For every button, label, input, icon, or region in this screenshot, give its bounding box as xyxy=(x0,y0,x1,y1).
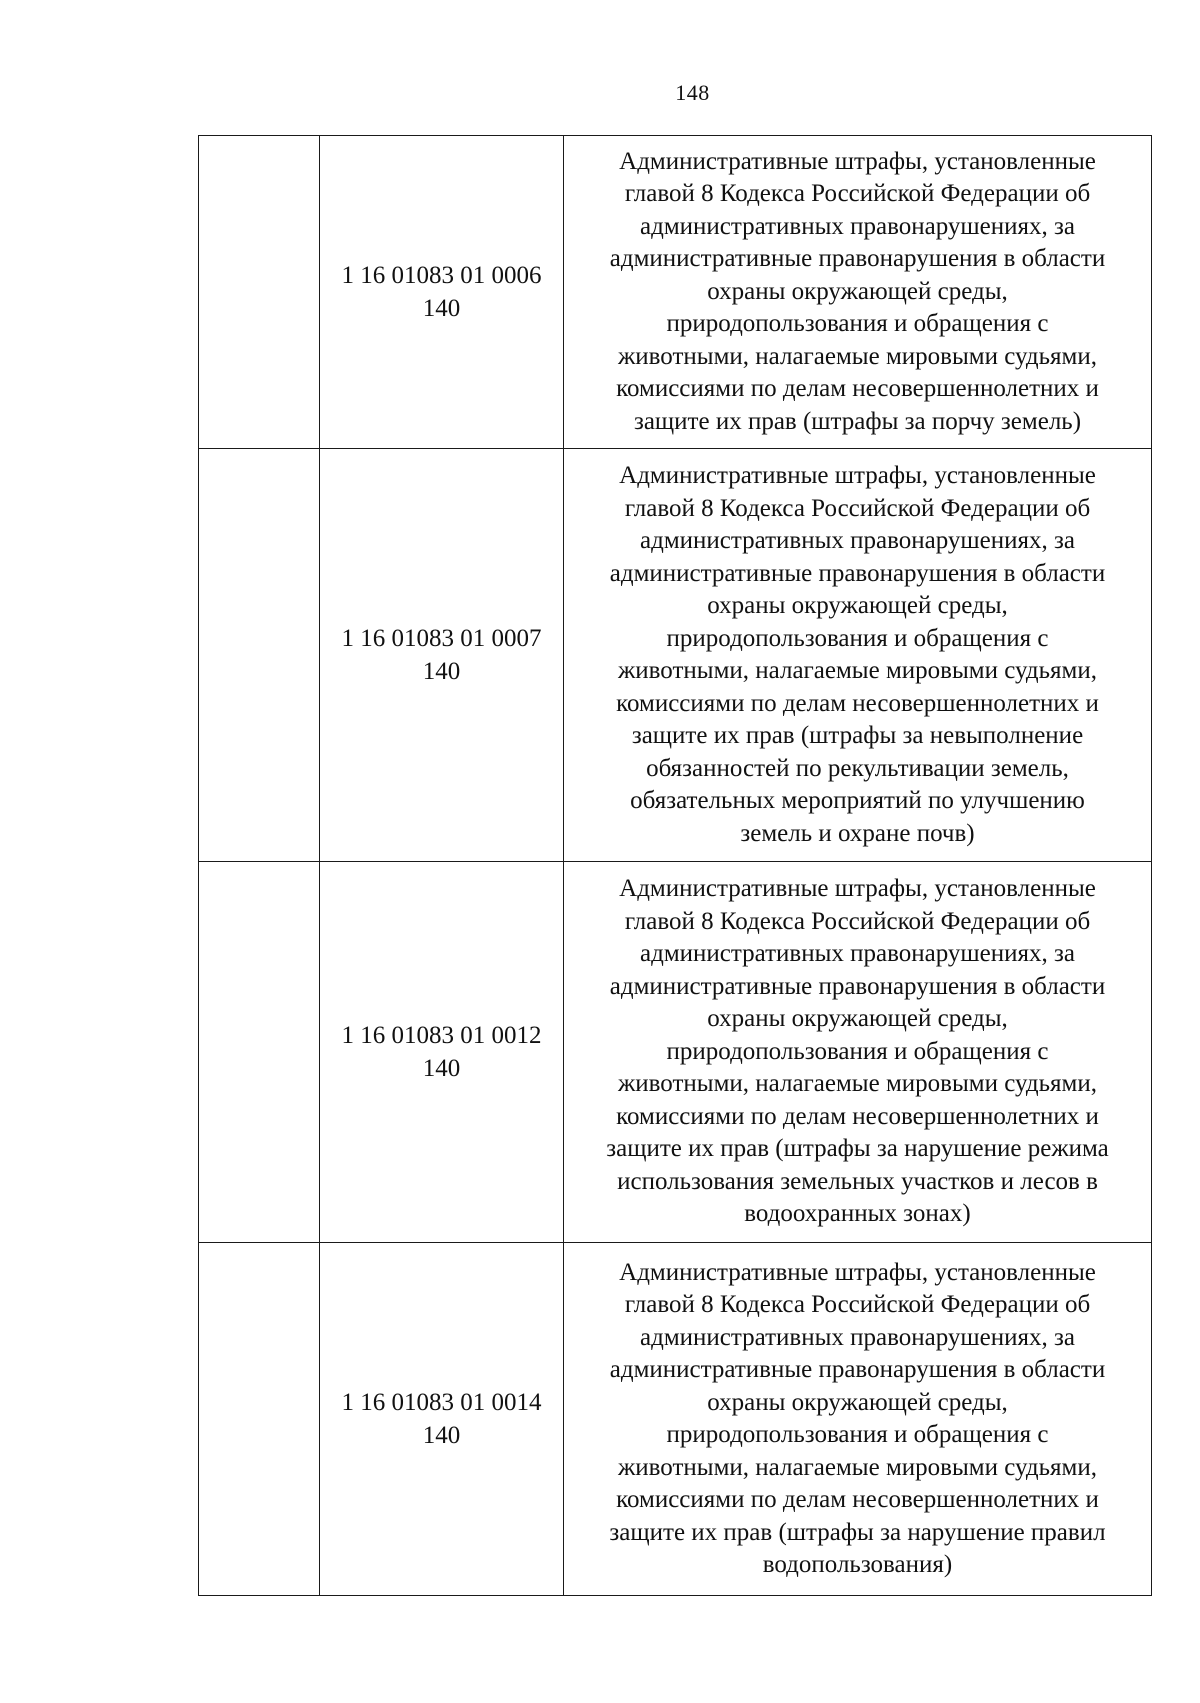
table-body xyxy=(199,136,1152,1596)
table-row xyxy=(199,1243,1152,1596)
description-cell xyxy=(564,136,1152,449)
description-line: защите их прав (штрафы за невыполнение xyxy=(631,722,1084,749)
budget-code: 1 16 01083 01 0007 xyxy=(341,625,542,652)
description-line: природопользования и обращения с xyxy=(666,310,1049,338)
description-line: комиссиями по делам несовершеннолетних и xyxy=(616,375,1099,403)
description-line: водоохранных зонах) xyxy=(744,1200,971,1228)
description-line: защите их прав (штрафы за порчу земель) xyxy=(633,407,1082,435)
description-line: водопользования) xyxy=(762,1551,953,1578)
description-line: административных правонарушениях, за xyxy=(640,527,1075,554)
budget-code: 1 16 01083 01 0014 xyxy=(341,1389,542,1416)
budget-code: 1 16 01083 01 0006 xyxy=(341,262,542,289)
budget-code-cell xyxy=(320,1243,564,1596)
description-line: защите их прав (штрафы за нарушение правил xyxy=(609,1518,1106,1546)
description-cell xyxy=(564,1243,1152,1596)
description-line: административные правонарушения в области xyxy=(609,245,1106,273)
empty-cell xyxy=(199,136,320,449)
empty-cell xyxy=(199,449,320,862)
description-line: животными, налагаемые мировыми судьями, xyxy=(618,342,1097,370)
budget-code-cell xyxy=(320,449,564,862)
description-line: земель и охране почв) xyxy=(740,819,975,847)
description-line: природопользования и обращения с xyxy=(666,1037,1049,1065)
description-line: использования земельных участков и лесов в xyxy=(617,1167,1098,1195)
table-row xyxy=(199,136,1152,449)
budget-code-suffix: 140 xyxy=(422,1422,461,1449)
description-line: Административные штрафы, установленные xyxy=(619,462,1096,489)
budget-code-cell xyxy=(320,136,564,449)
empty-cell xyxy=(199,862,320,1243)
description-line: защите их прав (штрафы за нарушение режима xyxy=(606,1135,1109,1163)
description-line: административные правонарушения в области xyxy=(609,559,1106,587)
description-cell xyxy=(564,862,1152,1243)
table-row xyxy=(199,449,1152,862)
description-line: Административные штрафы, установленные xyxy=(619,875,1096,903)
description-line: охраны окружающей среды, xyxy=(707,1005,1008,1033)
budget-codes-table xyxy=(198,135,1152,1596)
description-line: комиссиями по делам несовершеннолетних и xyxy=(616,1102,1099,1130)
description-line: обязательных мероприятий по улучшению xyxy=(630,787,1085,814)
description-line: административных правонарушениях, за xyxy=(640,940,1075,968)
budget-code-suffix: 140 xyxy=(422,295,461,322)
table-row xyxy=(199,862,1152,1243)
description-line: охраны окружающей среды, xyxy=(707,592,1008,619)
description-line: охраны окружающей среды, xyxy=(707,1388,1008,1416)
description-cell xyxy=(564,449,1152,862)
description-line: обязанностей по рекультивации земель, xyxy=(646,754,1069,782)
description-line: животными, налагаемые мировыми судьями, xyxy=(618,1453,1097,1481)
description-line: Административные штрафы, установленные xyxy=(619,147,1096,175)
description-line: административных правонарушениях, за xyxy=(640,212,1075,240)
description-line: животными, налагаемые мировыми судьями, xyxy=(618,657,1097,684)
description-line: комиссиями по делам несовершеннолетних и xyxy=(616,1486,1099,1513)
empty-cell xyxy=(199,1243,320,1596)
description-line: административные правонарушения в области xyxy=(609,972,1106,1000)
description-line: административных правонарушениях, за xyxy=(640,1323,1075,1351)
description-line: комиссиями по делам несовершеннолетних и xyxy=(616,689,1099,717)
description-line: Административные штрафы, установленные xyxy=(619,1258,1096,1286)
budget-code-suffix: 140 xyxy=(422,658,461,685)
description-line: охраны окружающей среды, xyxy=(707,277,1008,305)
description-line: природопользования и обращения с xyxy=(666,624,1049,652)
description-line: главой 8 Кодекса Российской Федерации об xyxy=(624,180,1091,208)
description-line: животными, налагаемые мировыми судьями, xyxy=(618,1070,1097,1098)
description-line: главой 8 Кодекса Российской Федерации об xyxy=(624,494,1091,522)
page-number: 148 xyxy=(675,80,710,105)
budget-code: 1 16 01083 01 0012 xyxy=(341,1022,542,1049)
budget-code-suffix: 140 xyxy=(422,1055,461,1082)
description-line: природопользования и обращения с xyxy=(666,1421,1049,1448)
budget-code-cell xyxy=(320,862,564,1243)
description-line: главой 8 Кодекса Российской Федерации об xyxy=(624,1291,1091,1318)
description-line: главой 8 Кодекса Российской Федерации об xyxy=(624,907,1091,935)
description-line: административные правонарушения в области xyxy=(609,1356,1106,1383)
